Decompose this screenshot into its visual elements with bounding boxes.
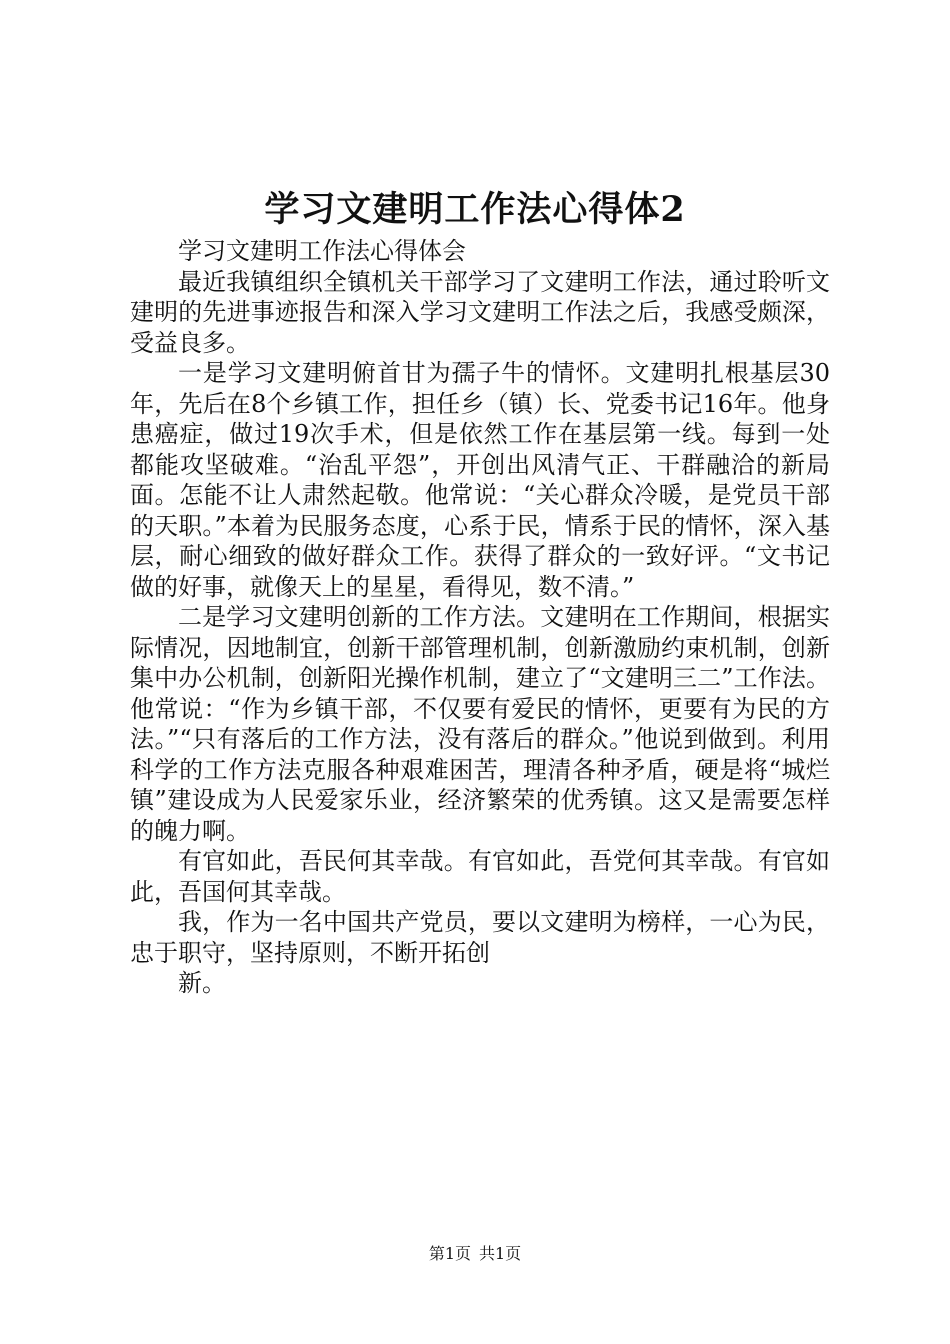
- document-body: [130, 236, 830, 999]
- document-title: 学习文建明工作法心得体2: [264, 189, 686, 230]
- page-number: 第1页: [428, 1244, 471, 1263]
- paragraph-subtitle: 学习文建明工作法心得体会: [178, 237, 466, 265]
- paragraph-point-one: 一是学习文建明俯首甘为孺子牛的情怀。文建明扎根基层30年，先后在8个乡镇工作，担任乡（镇）长、党委书记16年。他身患癌症，做过19次手术，但是依然工作在基层第一线。每到一处都能攻坚破难。“治乱平怨”，开创出风清气正、干群融洽的新局面。怎能不让人肃然起敬。他常说：“关心群众冷暖，是党员干部的天职。”本着为民服务态度，心系于民，情系于民的情怀，深入基层，耐心细致的做好群众工作。获得了群众的一致好评。“文书记做的好事，就像天上的星星，看得见，数不清。”: [130, 359, 830, 601]
- paragraph-conclusion: 我，作为一名中国共产党员，要以文建明为榜样，一心为民，忠于职守，坚持原则，不断开拓创: [130, 908, 830, 967]
- page-total: 共1页: [479, 1244, 522, 1263]
- paragraph-ending: 新。: [178, 969, 226, 997]
- paragraph-praise: 有官如此，吾民何其幸哉。有官如此，吾党何其幸哉。有官如此，吾国何其幸哉。: [130, 847, 830, 906]
- paragraph-point-two: 二是学习文建明创新的工作方法。文建明在工作期间，根据实际情况，因地制宜，创新干部管理机制，创新激励约束机制，创新集中办公机制，创新阳光操作机制，建立了“文建明三二”工作法。他常说：“作为乡镇干部，不仅要有爱民的情怀，更要有为民的方法。”“只有落后的工作方法，没有落后的群众。”他说到做到。利用科学的工作方法克服各种艰难困苦，理清各种矛盾，硬是将“城烂镇”建设成为人民爱家乐业，经济繁荣的优秀镇。这又是需要怎样的魄力啊。: [130, 603, 830, 845]
- page-footer: [0, 1243, 950, 1265]
- paragraph-intro: 最近我镇组织全镇机关干部学习了文建明工作法，通过聆听文建明的先进事迹报告和深入学习文建明工作法之后，我感受颇深，受益良多。: [130, 267, 830, 357]
